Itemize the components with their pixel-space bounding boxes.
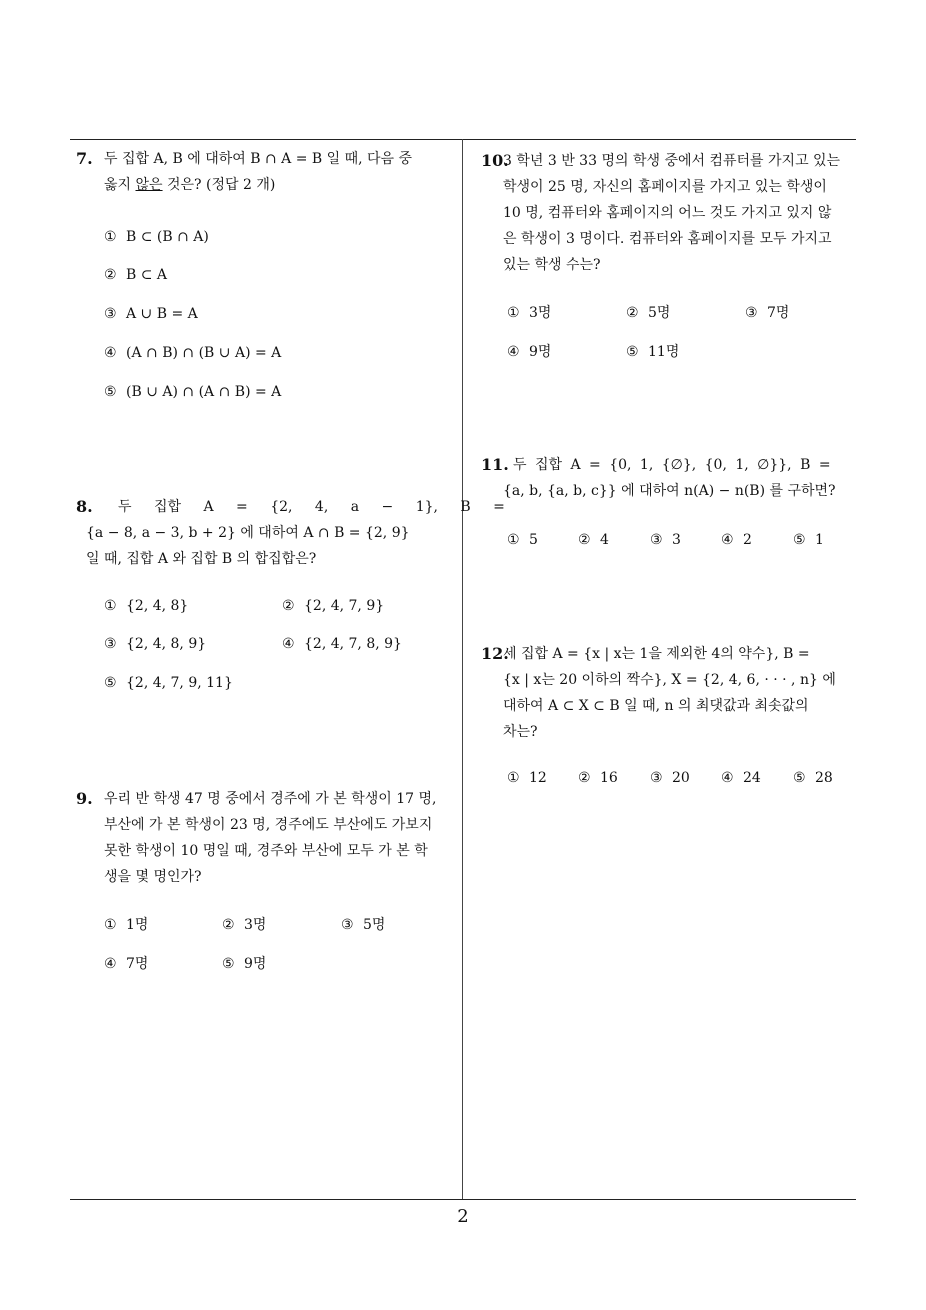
question-text	[503, 641, 861, 745]
problem-10	[481, 148, 861, 278]
question-line: 은 학생이 3 명이다. 컴퓨터와 홈페이지를 모두 가지고	[503, 231, 832, 247]
option-2[interactable]: ② 4	[578, 532, 609, 548]
option-3[interactable]: ③ A ∪ B = A	[104, 306, 198, 322]
question-line: 일 때, 집합 A 와 집합 B 의 합집합은?	[86, 551, 317, 567]
option-3[interactable]: ③ 7명	[745, 305, 790, 321]
question-text	[104, 786, 456, 890]
problem-11	[481, 452, 861, 504]
problem-number: 9.	[76, 789, 93, 808]
question-line: 대하여 A ⊂ X ⊂ B 일 때, n 의 최댓값과 최솟값의	[503, 698, 809, 714]
question-line: 두 집합 A = {0, 1, {∅}, {0, 1, ∅}}, B =	[513, 457, 831, 473]
option-1[interactable]: ① B ⊂ (B ∩ A)	[104, 229, 209, 245]
question-line: 10 명, 컴퓨터와 홈페이지의 어느 것도 가지고 있지 않	[503, 205, 832, 221]
option-5[interactable]: ⑤ 9명	[222, 956, 267, 972]
question-line: {x | x는 20 이하의 짝수}, X = {2, 4, 6, · · · , n} 에	[503, 672, 836, 688]
question-text	[503, 148, 861, 278]
question-line: 세 집합 A = {x | x는 1을 제외한 4의 약수}, B =	[503, 646, 810, 662]
option-4[interactable]: ④ 7명	[104, 956, 149, 972]
question-line: 차는?	[503, 724, 538, 740]
question-line: 두 집합 A, B 에 대하여 B ∩ A = B 일 때, 다음 중	[104, 151, 413, 167]
option-4[interactable]: ④ 9명	[507, 344, 552, 360]
option-3[interactable]: ③ 5명	[341, 917, 386, 933]
problem-number: 7.	[76, 149, 93, 168]
question-line: 부산에 가 본 학생이 23 명, 경주에도 부산에도 가보지	[104, 817, 433, 833]
option-3[interactable]: ③ {2, 4, 8, 9}	[104, 636, 207, 652]
option-4[interactable]: ④ {2, 4, 7, 8, 9}	[282, 636, 402, 652]
option-1[interactable]: ① 12	[507, 770, 547, 786]
question-line: {a − 8, a − 3, b + 2} 에 대하여 A ∩ B = {2, 9}	[86, 525, 410, 541]
option-2[interactable]: ② 16	[578, 770, 618, 786]
option-3[interactable]: ③ 20	[650, 770, 690, 786]
question-line: {a, b, {a, b, c}} 에 대하여 n(A) − n(B) 를 구하면?	[503, 483, 836, 499]
option-1[interactable]: ① 1명	[104, 917, 149, 933]
column-divider	[462, 139, 463, 1199]
problem-8	[76, 494, 505, 572]
question-line: 생을 몇 명인가?	[104, 869, 202, 885]
problem-number: 8.	[76, 497, 93, 516]
problem-7	[76, 146, 454, 198]
option-1[interactable]: ① 5	[507, 532, 538, 548]
option-5[interactable]: ⑤ (B ∪ A) ∩ (A ∩ B) = A	[104, 384, 282, 400]
question-line: 우리 반 학생 47 명 중에서 경주에 가 본 학생이 17 명,	[104, 791, 437, 807]
option-4[interactable]: ④ 24	[721, 770, 761, 786]
question-text	[104, 146, 454, 198]
top-rule	[70, 139, 856, 140]
option-2[interactable]: ② {2, 4, 7, 9}	[282, 598, 385, 614]
problem-number: 10.	[481, 151, 509, 170]
question-line: 두 집합 A = {2, 4, a − 1}, B =	[118, 499, 505, 515]
page-number: 2	[457, 1206, 469, 1227]
option-2[interactable]: ② 3명	[222, 917, 267, 933]
option-4[interactable]: ④ (A ∩ B) ∩ (B ∪ A) = A	[104, 345, 282, 361]
problem-9	[76, 786, 456, 890]
option-3[interactable]: ③ 3	[650, 532, 681, 548]
option-4[interactable]: ④ 2	[721, 532, 752, 548]
problem-number: 11.	[481, 455, 509, 474]
question-line: 옳지 않은 것은? (정답 2 개)	[104, 177, 276, 193]
option-1[interactable]: ① 3명	[507, 305, 552, 321]
option-2[interactable]: ② B ⊂ A	[104, 267, 168, 283]
problem-12	[481, 641, 861, 745]
bottom-rule	[70, 1199, 856, 1200]
question-line: 못한 학생이 10 명일 때, 경주와 부산에 모두 가 본 학	[104, 843, 428, 859]
question-line: 학생이 25 명, 자신의 홈페이지를 가지고 있는 학생이	[503, 179, 827, 195]
question-line: 있는 학생 수는?	[503, 257, 601, 273]
option-5[interactable]: ⑤ {2, 4, 7, 9, 11}	[104, 675, 233, 691]
option-1[interactable]: ① {2, 4, 8}	[104, 598, 189, 614]
option-2[interactable]: ② 5명	[626, 305, 671, 321]
option-5[interactable]: ⑤ 28	[793, 770, 833, 786]
underlined-word: 않은	[135, 177, 163, 193]
problem-number: 12.	[481, 644, 509, 663]
option-5[interactable]: ⑤ 11명	[626, 344, 680, 360]
question-line: 3 학년 3 반 33 명의 학생 중에서 컴퓨터를 가지고 있는	[503, 153, 841, 169]
option-5[interactable]: ⑤ 1	[793, 532, 824, 548]
